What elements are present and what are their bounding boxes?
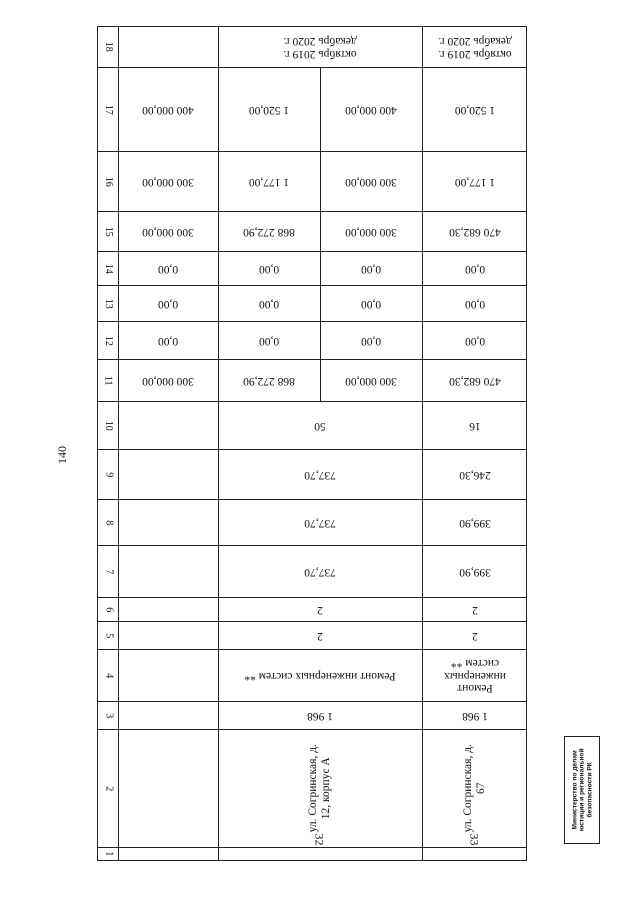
col-number-17: 17 — [102, 104, 114, 115]
row32a-c13: 0,00 — [258, 298, 280, 311]
row32b-c13: 0,00 — [360, 298, 382, 311]
row33-c15: 470 682,30 — [449, 226, 501, 239]
prev-c15: 300 000,00 — [142, 226, 194, 239]
row32a-c11: 868 272,90 — [243, 375, 295, 388]
row-col-5 — [98, 621, 526, 649]
row32b-c11: 300 000,00 — [345, 375, 397, 388]
stamp-line1: Министерство по делам — [571, 750, 579, 830]
col-number-9: 9 — [102, 472, 114, 477]
row33-c8: 399,90 — [459, 517, 491, 530]
row33-c11: 470 682,30 — [449, 375, 501, 388]
row-col-16 — [98, 151, 526, 211]
page-number: 140 — [55, 446, 69, 464]
row-col-11 — [98, 359, 526, 401]
row-col-17 — [98, 67, 526, 151]
row33-address: ул. Согринская, д. 67 — [461, 744, 487, 833]
row33-c17: 1 520,00 — [454, 104, 496, 117]
row-col-6 — [98, 597, 526, 621]
col-number-7: 7 — [102, 569, 114, 574]
col-number-4: 4 — [102, 673, 114, 678]
row32b-c15: 300 000,00 — [345, 226, 397, 239]
row32b-c17: 400 000,00 — [345, 104, 397, 117]
row32-period-start: октябрь 2019 г. — [283, 48, 357, 61]
row33-c10: 16 — [469, 420, 481, 433]
row33-c9: 246,30 — [459, 469, 491, 482]
prev-c11: 300 000,00 — [142, 375, 194, 388]
row-col-7 — [98, 545, 526, 597]
row-col-3 — [98, 701, 526, 729]
row33-work — [422, 650, 528, 701]
row33-number: 33 — [467, 833, 482, 845]
budget-table — [97, 26, 527, 861]
row32-year: 1 968 — [307, 710, 333, 723]
col-number-15: 15 — [102, 226, 114, 237]
col-number-10: 10 — [102, 420, 114, 431]
row32-number: 32 — [312, 833, 327, 845]
row33-c12: 0,00 — [464, 335, 486, 348]
row-col-14 — [98, 251, 526, 285]
col-number-3: 3 — [102, 713, 114, 718]
row32-c9: 737,70 — [304, 469, 336, 482]
row32b-c16: 300 000,00 — [345, 176, 397, 189]
row33-year: 1 968 — [462, 710, 488, 723]
col-number-8: 8 — [102, 520, 114, 525]
col-number-11: 11 — [102, 375, 114, 386]
prev-c14: 0,00 — [157, 263, 179, 276]
row-col-4 — [98, 649, 526, 701]
col-number-13: 13 — [102, 298, 114, 309]
row33-c7: 399,90 — [459, 566, 491, 579]
row32a-c17: 1 520,00 — [248, 104, 290, 117]
row33-period — [422, 27, 528, 67]
row33-c6: 2 — [472, 604, 478, 617]
col-number-14: 14 — [102, 263, 114, 274]
stamp-line2: юстиции и региональной — [578, 748, 586, 832]
col-number-12: 12 — [102, 335, 114, 346]
row-col-18 — [98, 27, 526, 67]
row33-c16: 1 177,00 — [454, 176, 496, 189]
row32-c5: 2 — [317, 630, 323, 643]
row32-c7: 737,70 — [304, 566, 336, 579]
row-col-12 — [98, 321, 526, 359]
col-number-6: 6 — [102, 607, 114, 612]
row32-period — [218, 27, 422, 67]
col-number-16: 16 — [102, 176, 114, 187]
row-col-9 — [98, 449, 526, 499]
col-number-2: 2 — [102, 786, 114, 791]
col-number-1: 1 — [102, 851, 114, 857]
row33-work-line3: систем ** — [450, 657, 500, 670]
prev-c16: 300 000,00 — [142, 176, 194, 189]
row-col-8 — [98, 499, 526, 545]
row32-period-end: декабрь 2020 г. — [283, 35, 357, 47]
row32a-c15: 868 272,90 — [243, 226, 295, 239]
ministry-stamp — [564, 736, 600, 844]
row32-address: ул. Согринская, д. 12, корпус А — [306, 744, 332, 833]
row33-c5: 2 — [472, 630, 478, 643]
row32b-c14: 0,00 — [360, 263, 382, 276]
row33-c13: 0,00 — [464, 298, 486, 311]
row32a-c12: 0,00 — [258, 335, 280, 348]
col-number-5: 5 — [102, 633, 114, 638]
row-col-10 — [98, 401, 526, 449]
row32-c10: 50 — [314, 420, 326, 433]
row32-c6: 2 — [317, 604, 323, 617]
row33-period-end: декабрь 2020 г. — [438, 35, 512, 47]
row32a-c14: 0,00 — [258, 263, 280, 276]
row32a-c16: 1 177,00 — [248, 176, 290, 189]
col-number-18: 18 — [102, 42, 114, 52]
row33-work-line2: инженерных — [444, 669, 506, 682]
prev-c12: 0,00 — [157, 335, 179, 348]
row32b-c12: 0,00 — [360, 335, 382, 348]
row32-work: Ремонт инженерных систем ** — [244, 670, 396, 683]
row-col-15 — [98, 211, 526, 251]
prev-c17: 400 000,00 — [142, 104, 194, 117]
stamp-line3: безопасности РК — [585, 762, 593, 818]
row33-period-start: октябрь 2019 г. — [438, 48, 512, 61]
row33-work-line1: Ремонт — [457, 682, 493, 695]
prev-c13: 0,00 — [157, 298, 179, 311]
row-col-13 — [98, 285, 526, 321]
row33-c14: 0,00 — [464, 263, 486, 276]
row32-c8: 737,70 — [304, 517, 336, 530]
